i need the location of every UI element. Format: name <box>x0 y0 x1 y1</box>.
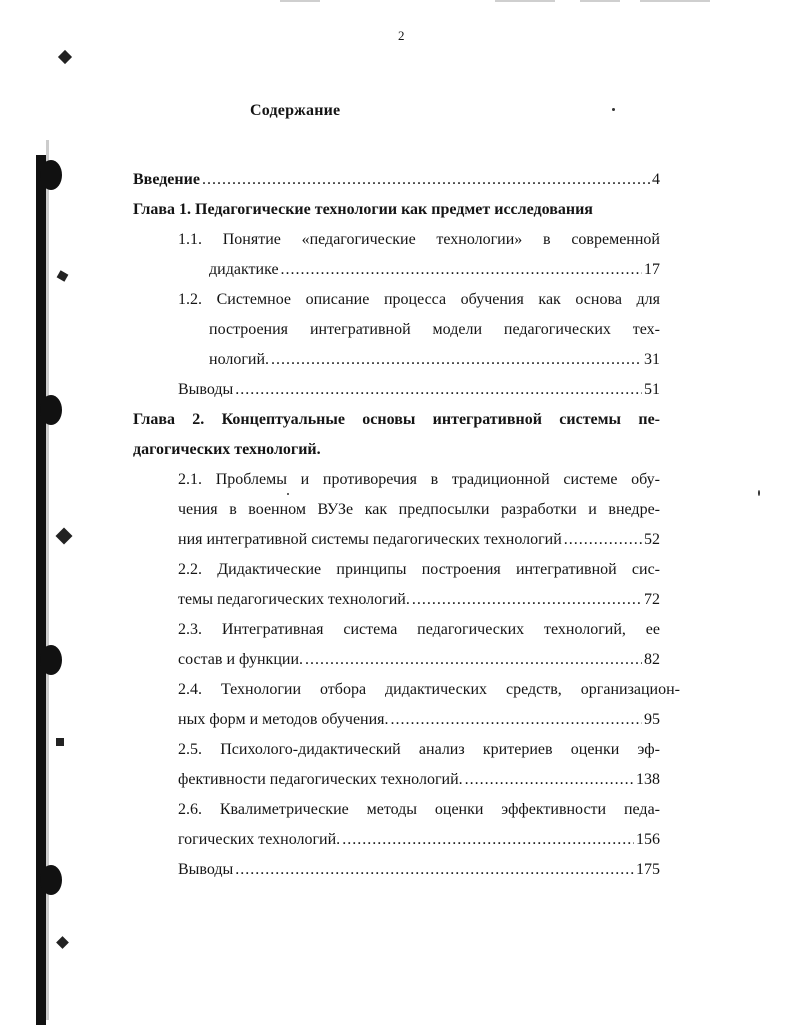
toc-section-1-1-cont <box>209 258 660 282</box>
toc-section-text: нологий. <box>209 351 270 368</box>
toc-section-2-1 <box>178 468 660 492</box>
toc-section-text: ния интегративной системы педагогических технологий <box>178 531 562 548</box>
toc-section-text: Понятие «педагогические технологии» в современной <box>222 231 660 248</box>
toc-section-text: дидактике <box>209 261 279 278</box>
toc-section-1-2 <box>178 288 660 312</box>
toc-chapter-label: дагогических технологий. <box>133 441 321 458</box>
toc-chapter-1 <box>133 198 660 222</box>
toc-page-number: 4 <box>652 171 660 188</box>
toc-section-2-2 <box>178 558 660 582</box>
punch-hole <box>40 645 62 675</box>
toc-section-2-6 <box>178 798 660 822</box>
dot-leader <box>202 168 650 192</box>
scan-artifact <box>56 738 64 746</box>
toc-section-number: 2.5. <box>178 741 202 758</box>
toc-section-text: Проблемы и противоречия в традиционной системе обу- <box>215 471 661 488</box>
toc-entry-label: Выводы <box>178 861 234 878</box>
toc-page-number: 138 <box>636 771 660 788</box>
scan-artifact <box>495 0 555 2</box>
scan-artifact <box>58 50 72 64</box>
toc-section-2-2-cont <box>178 588 660 612</box>
toc-summary-1 <box>178 378 660 402</box>
scan-artifact <box>758 490 760 496</box>
dot-leader <box>564 528 642 552</box>
toc-section-text: темы педагогических технологий. <box>178 591 410 608</box>
toc-page-number: 17 <box>644 261 660 278</box>
toc-section-number: 1.1. <box>178 231 202 248</box>
dot-leader <box>271 348 642 372</box>
toc-section-1-1 <box>178 228 660 252</box>
scan-artifact <box>57 270 69 281</box>
toc-section-number: 2.4. <box>178 681 202 698</box>
toc-page-number: 156 <box>636 831 660 848</box>
toc-section-text: Технологии отбора дидактических средств, организацион- <box>220 681 680 698</box>
toc-section-text: ных форм и методов обучения. <box>178 711 389 728</box>
toc-section-2-1-cont <box>178 498 660 522</box>
scan-artifact <box>56 528 73 545</box>
dot-leader <box>342 828 634 852</box>
toc-chapter-2-cont <box>133 438 660 462</box>
toc-section-2-1-cont2 <box>178 528 660 552</box>
dot-leader <box>235 858 634 882</box>
toc-section-number: 2.1. <box>178 471 202 488</box>
toc-section-2-6-cont <box>178 828 660 852</box>
toc-page-number: 51 <box>644 381 660 398</box>
scan-artifact <box>580 0 620 2</box>
toc-page-number: 175 <box>636 861 660 878</box>
toc-chapter-label: Глава 1. Педагогические технологии как предмет исследования <box>133 201 593 218</box>
scan-artifact <box>640 0 710 2</box>
toc-section-text: чения в военном ВУЗе как предпосылки разработки и внедре- <box>178 501 660 518</box>
toc-section-1-2-cont <box>209 318 660 342</box>
toc-page-number: 72 <box>644 591 660 608</box>
toc-section-2-3-cont <box>178 648 660 672</box>
toc-section-2-4 <box>178 678 680 702</box>
toc-title: Содержание <box>250 102 341 119</box>
toc-section-number: 2.3. <box>178 621 202 638</box>
toc-section-text: Квалиметрические методы оценки эффективности педа- <box>219 801 660 818</box>
toc-chapter-label: Глава 2. Концептуальные основы интегративной системы пе- <box>133 411 660 428</box>
dot-leader <box>235 378 642 402</box>
scan-artifact <box>612 108 615 111</box>
toc-section-text: состав и функции. <box>178 651 303 668</box>
toc-section-1-2-cont2 <box>209 348 660 372</box>
toc-entry-label: Выводы <box>178 381 234 398</box>
dot-leader <box>412 588 642 612</box>
page-number: 2 <box>398 28 405 43</box>
toc-page-number: 31 <box>644 351 660 368</box>
punch-hole <box>40 865 62 895</box>
toc-page-number: 52 <box>644 531 660 548</box>
toc-summary-2 <box>178 858 660 882</box>
toc-section-number: 1.2. <box>178 291 202 308</box>
toc-section-text: Дидактические принципы построения интегративной сис- <box>217 561 661 578</box>
toc-entry-label: Введение <box>133 171 200 188</box>
toc-section-text: построения интегративной модели педагогических тех- <box>209 321 660 338</box>
toc-section-text: фективности педагогических технологий. <box>178 771 463 788</box>
toc-page-number: 95 <box>644 711 660 728</box>
toc-chapter-2 <box>133 408 660 432</box>
toc-section-text: Системное описание процесса обучения как основа для <box>216 291 660 308</box>
binding-strip <box>36 155 46 1025</box>
toc-section-text: Интегративная система педагогических технологий, ее <box>221 621 660 638</box>
toc-section-2-3 <box>178 618 660 642</box>
toc-section-text: Психолого-дидактический анализ критериев оценки эф- <box>220 741 661 758</box>
toc-section-2-5-cont <box>178 768 660 792</box>
toc-section-number: 2.6. <box>178 801 202 818</box>
toc-section-2-4-cont <box>178 708 660 732</box>
dot-leader <box>305 648 642 672</box>
dot-leader <box>281 258 642 282</box>
dot-leader <box>391 708 642 732</box>
scan-artifact <box>56 936 69 949</box>
toc-section-2-5 <box>178 738 660 762</box>
dot-leader <box>465 768 634 792</box>
punch-hole <box>40 160 62 190</box>
toc-section-number: 2.2. <box>178 561 202 578</box>
toc-entry-intro <box>133 168 660 192</box>
scan-artifact <box>287 493 289 495</box>
toc-section-text: гогических технологий. <box>178 831 341 848</box>
toc-page-number: 82 <box>644 651 660 668</box>
punch-hole <box>40 395 62 425</box>
scan-artifact <box>280 0 320 2</box>
